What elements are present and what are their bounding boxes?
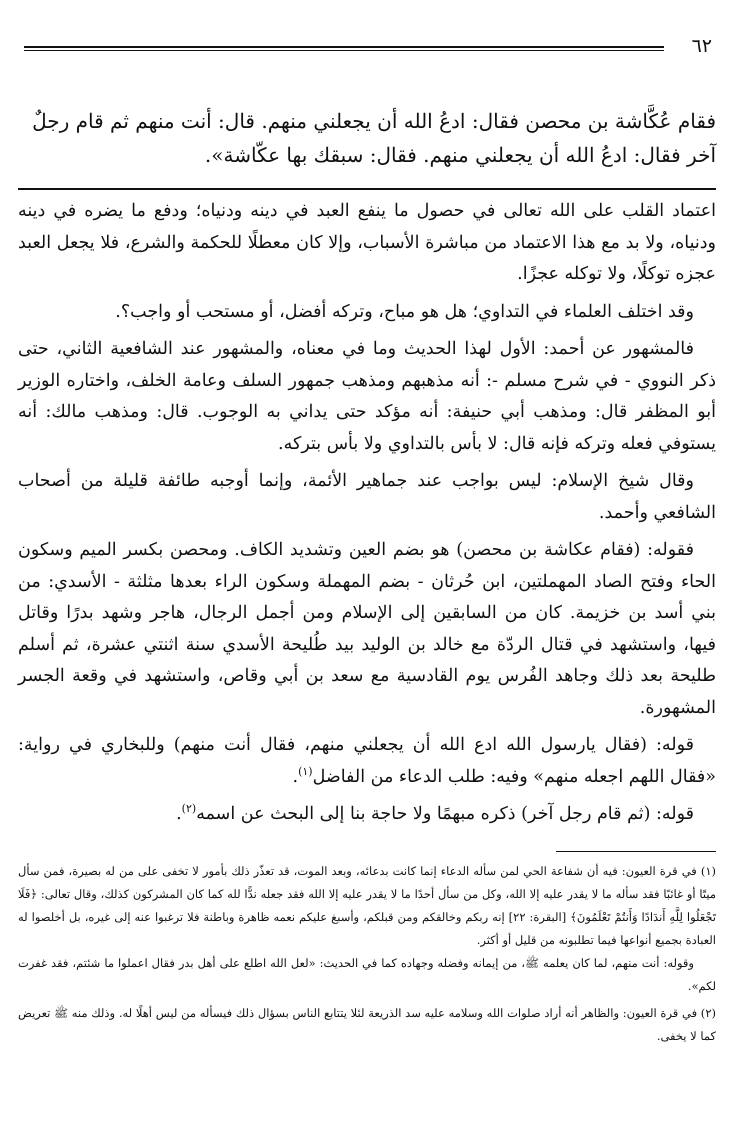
commentary-paragraph: فالمشهور عن أحمد: الأول لهذا الحديث وما في معناه، والمشهور عند الشافعية الثاني، حتى ذكر النووي - في شرح مسلم -: أنه مذهبهم ومذهب جمهور السلف وعامة الخلف، واختاره الوزير أبو المظفر قال: ومذهب أبي حنيفة: أنه مؤكد حتى يداني به الوجوب. قال: ومذهب مالك: أنه يستوفي فعله وتركه فإنه قال: لا بأس بالتداوي ولا بأس بتركه. — [18, 339, 716, 454]
page-number: ٦٢ — [691, 35, 712, 57]
main-divider — [18, 188, 716, 190]
footnote-ref-2[interactable]: (٢) — [181, 802, 197, 816]
hadith-line-2: آخر فقال: ادعُ الله أن يجعلني منهم. فقال: سبقك بها عكّاشة». — [204, 143, 716, 167]
commentary-paragraph — [18, 799, 716, 831]
header-rule — [24, 46, 664, 51]
paragraph-text: قوله: (ثم قام رجل آخر) ذكره مبهمًا ولا حاجة بنا إلى البحث عن اسمه — [196, 804, 694, 824]
footnote-1-continued: وقوله: أنت منهم، لما كان يعلمه ﷺ، من إيمانه وفضله وجهاده كما في الحديث: «لعل الله اطلع على أهل بدر فقال اعملوا ما شئتم، فقد غفرت لكم». — [18, 955, 716, 993]
footnote-2: (٢) في قرة العيون: والظاهر أنه أراد صلوات الله وسلامه عليه سد الذريعة لئلا يتتابع الناس بسؤال ذلك فيسأله من ليس أهلًا له. وذلك منه ﷺ تعريض كما لا يخفى. — [18, 1005, 716, 1043]
commentary-paragraph: فقوله: (فقام عكاشة بن محصن) هو بضم العين وتشديد الكاف. ومحصن بكسر الميم وسكون الحاء وفتح الصاد المهملتين، ابن حُرثان - بضم المهملة وسكون الراء بعدها مثلثة - الأسدي: من بني أسد بن خزيمة. كان من السابقين إلى الإسلام ومن أجمل الرجال، هاجر وشهد بدرًا وقاتل فيها، واستشهد في قتال الردّة مع خالد بن الوليد بيد طُليحة الأسدي سنة اثنتي عشرة، ثم أسلم طليحة بعد ذلك وجاهد الفُرس يوم القادسية مع سعد بن أبي وقاص، واستشهد في وقعة الجسر المشهورة. — [18, 540, 716, 718]
footnote-1: (١) في قرة العيون: فيه أن شفاعة الحي لمن سأله الدعاء إنما كانت بدعائه، وبعد الموت، قد تعذّر ذلك بأمور لا تخفى على من له بصيرة، فمن سأل ميتًا أو غائبًا فقد سأله ما لا يقدر عليه إلا الله، وكل من سأل أحدًا ما لا يقدر عليه إلا الله فقد جعله ندًّا لله كما كان المشركون كذلك، وقال تعالى: ﴿فَلَا تَجْعَلُوا لِلَّهِ أَندَادًا وَأَنتُمْ تَعْلَمُونَ﴾ [البقرة: ٢٢] إنه ربكم وخالقكم ومن قبلكم، وأسبغ عليكم نعمه ظاهرة وباطنة فلا ترغبوا عنه إلى غيره، بل أخلصوا له العبادة بجميع أنواعها فيما تطلبونه من قليل أو أكثر. — [18, 863, 716, 947]
hadith-text — [18, 104, 716, 172]
footnote-divider — [556, 851, 716, 852]
commentary-paragraph — [18, 730, 716, 793]
paragraph-end: . — [292, 766, 299, 787]
commentary-paragraph: اعتماد القلب على الله تعالى في حصول ما ينفع العبد في دينه ودنياه؛ ودفع ما يضره في دينه ودنياه، ولا بد مع هذا الاعتماد من مباشرة الأسباب، وإلا كان معطلًا للحكمة والشرع، فلا يجعل العبد عجزه توكلًا، ولا توكله عجزًا. — [18, 201, 716, 284]
footnote-ref-1[interactable]: (١) — [298, 764, 313, 778]
commentary-paragraph: وقال شيخ الإسلام: ليس بواجب عند جماهير الأئمة، وإنما أوجبه طائفة قليلة من أصحاب الشافعي وأحمد. — [18, 471, 716, 523]
hadith-line-1: فقام عُكَّاشة بن محصن فقال: ادعُ الله أن يجعلني منهم. قال: أنت منهم ثم قام رجلٌ — [32, 109, 716, 133]
paragraph-text: قوله: (فقال يارسول الله ادع الله أن يجعلني منهم، فقال أنت منهم) وللبخاري في رواية: «فقال اللهم اجعله منهم» وفيه: طلب الدعاء من الفاضل — [18, 735, 716, 787]
page-header — [18, 34, 716, 60]
footnotes — [18, 860, 716, 1048]
paragraph-end: . — [176, 804, 182, 824]
commentary-text — [18, 196, 716, 831]
commentary-paragraph: وقد اختلف العلماء في التداوي؛ هل هو مباح، وتركه أفضل، أو مستحب أو واجب؟. — [115, 301, 694, 322]
